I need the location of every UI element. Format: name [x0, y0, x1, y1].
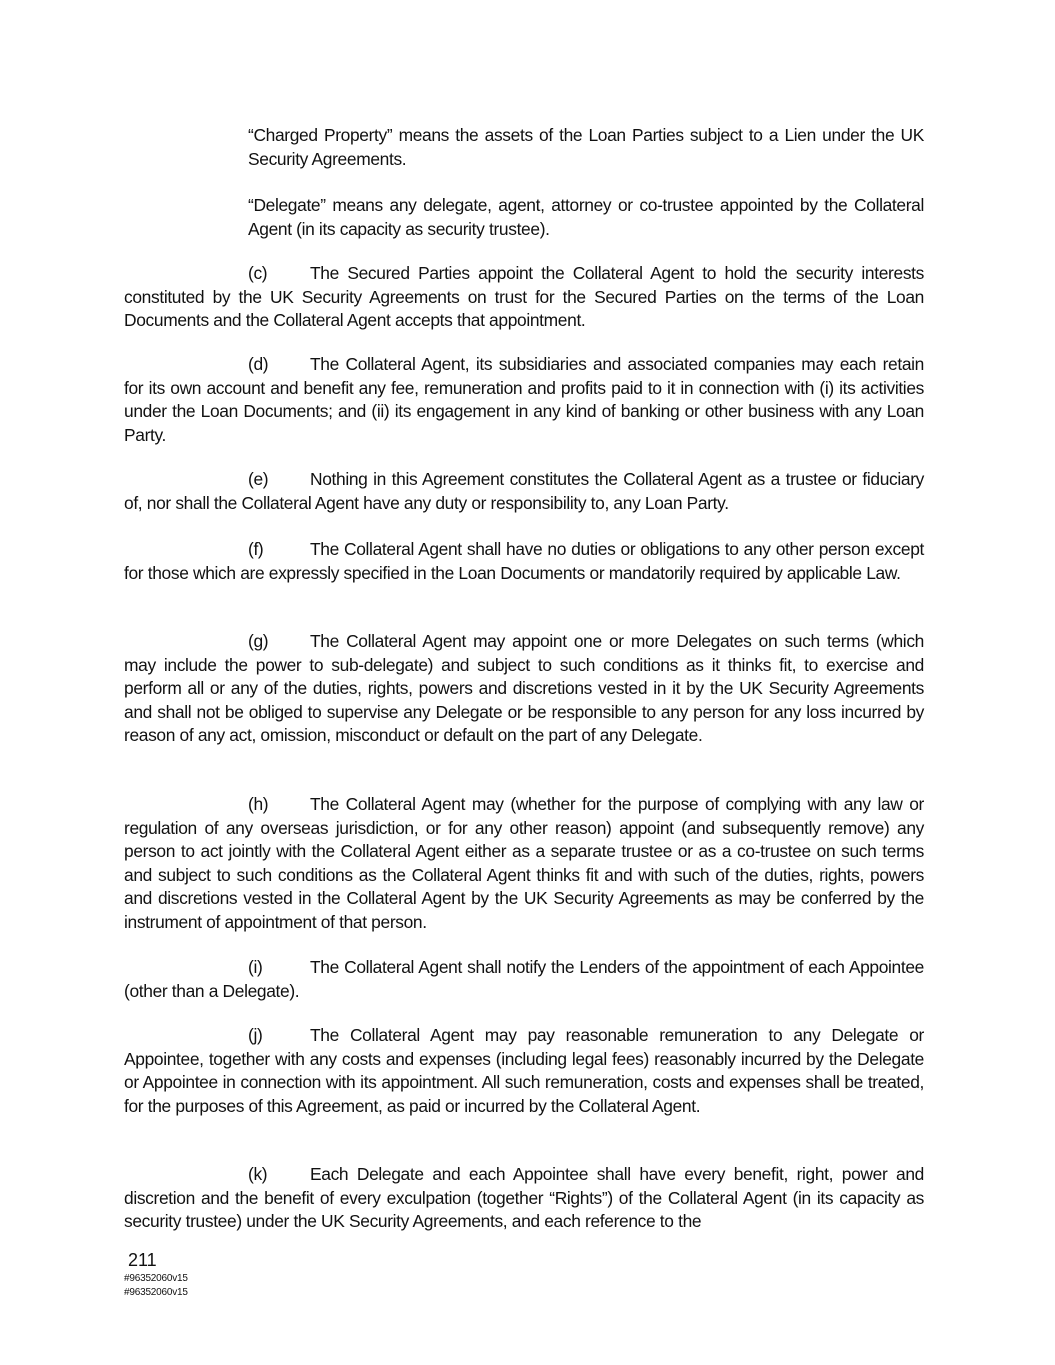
paragraph-text: The Collateral Agent may (whether for the purpose of complying with any law or regulation of any overseas jurisdiction, or for any other reason) appoint (and subsequently remove) any person to act jointly with the Collateral Agent either as a separate trustee or as a co-trustee on such terms and subject to such conditions as the Collateral Agent thinks fit and with such of the duties, rights, powers and discretions vested in the Collateral Agent by the UK Security Agreements as may be conferred by the instrument of appointment of that person.: [124, 794, 924, 932]
paragraph-label: (e): [248, 469, 269, 489]
paragraph-j: [124, 1024, 924, 1118]
definition-delegate: [248, 194, 924, 241]
paragraph-text: The Collateral Agent may pay reasonable remuneration to any Delegate or Appointee, together with any costs and expenses (including legal fees) reasonably incurred by the Delegate or Appointee in connection with its appointment. All such remuneration, costs and expenses shall be treated, for the purposes of this Agreement, as paid or incurred by the Collateral Agent.: [124, 1025, 924, 1116]
paragraph-label: (c): [248, 263, 268, 283]
paragraph-label: (k): [248, 1164, 268, 1184]
paragraph-d: [124, 353, 924, 447]
paragraph-text: The Collateral Agent shall have no duties or obligations to any other person except for those which are expressly specified in the Loan Documents or mandatorily required by applicable Law.: [124, 539, 924, 583]
paragraph-label: (d): [248, 354, 269, 374]
paragraph-label: (h): [248, 794, 269, 814]
paragraph-f: [124, 538, 924, 585]
paragraph-text: Nothing in this Agreement constitutes the Collateral Agent as a trustee or fiduciary of, nor shall the Collateral Agent have any duty or responsibility to, any Loan Party.: [124, 469, 924, 513]
document-id: #96352060v15: [124, 1273, 188, 1284]
paragraph-label: (g): [248, 631, 269, 651]
paragraph-text: The Collateral Agent may appoint one or more Delegates on such terms (which may include the power to sub-delegate) and subject to such conditions as it thinks fit, to exercise and perform all or any of the duties, rights, powers and discretions vested in it by the UK Security Agreements and shall not be obliged to supervise any Delegate or be responsible to any person for any loss incurred by reason of any act, omission, misconduct or default on the part of any Delegate.: [124, 631, 924, 746]
paragraph-text: The Secured Parties appoint the Collateral Agent to hold the security interests constituted by the UK Security Agreements on trust for the Secured Parties on the terms of the Loan Documents and the Collateral Agent accepts that appointment.: [124, 263, 924, 331]
paragraph-h: [124, 793, 924, 935]
definition-text: “Charged Property” means the assets of the Loan Parties subject to a Lien under the UK Security Agreements.: [248, 125, 924, 169]
paragraph-text: The Collateral Agent, its subsidiaries and associated companies may each retain for its own account and benefit any fee, remuneration and profits paid to it in connection with (i) its activities under the Loan Documents; and (ii) its engagement in any kind of banking or other business with any Loan Party.: [124, 354, 924, 445]
paragraph-text: The Collateral Agent shall notify the Lenders of the appointment of each Appointee (other than a Delegate).: [124, 957, 924, 1001]
paragraph-label: (i): [248, 957, 263, 977]
paragraph-g: [124, 630, 924, 748]
paragraph-label: (f): [248, 539, 264, 559]
definition-text: “Delegate” means any delegate, agent, attorney or co-trustee appointed by the Collateral Agent (in its capacity as security trustee).: [248, 195, 924, 239]
paragraph-c: [124, 262, 924, 333]
document-id: #96352060v15: [124, 1287, 188, 1298]
paragraph-e: [124, 468, 924, 515]
paragraph-label: (j): [248, 1025, 263, 1045]
paragraph-i: [124, 956, 924, 1003]
definition-charged-property: [248, 124, 924, 171]
paragraph-text: Each Delegate and each Appointee shall have every benefit, right, power and discretion and the benefit of every exculpation (together “Rights”) of the Collateral Agent (in its capacity as security trustee) under the UK Security Agreements, and each reference to the: [124, 1164, 924, 1232]
paragraph-k: [124, 1163, 924, 1234]
page-number: 211: [128, 1250, 157, 1270]
